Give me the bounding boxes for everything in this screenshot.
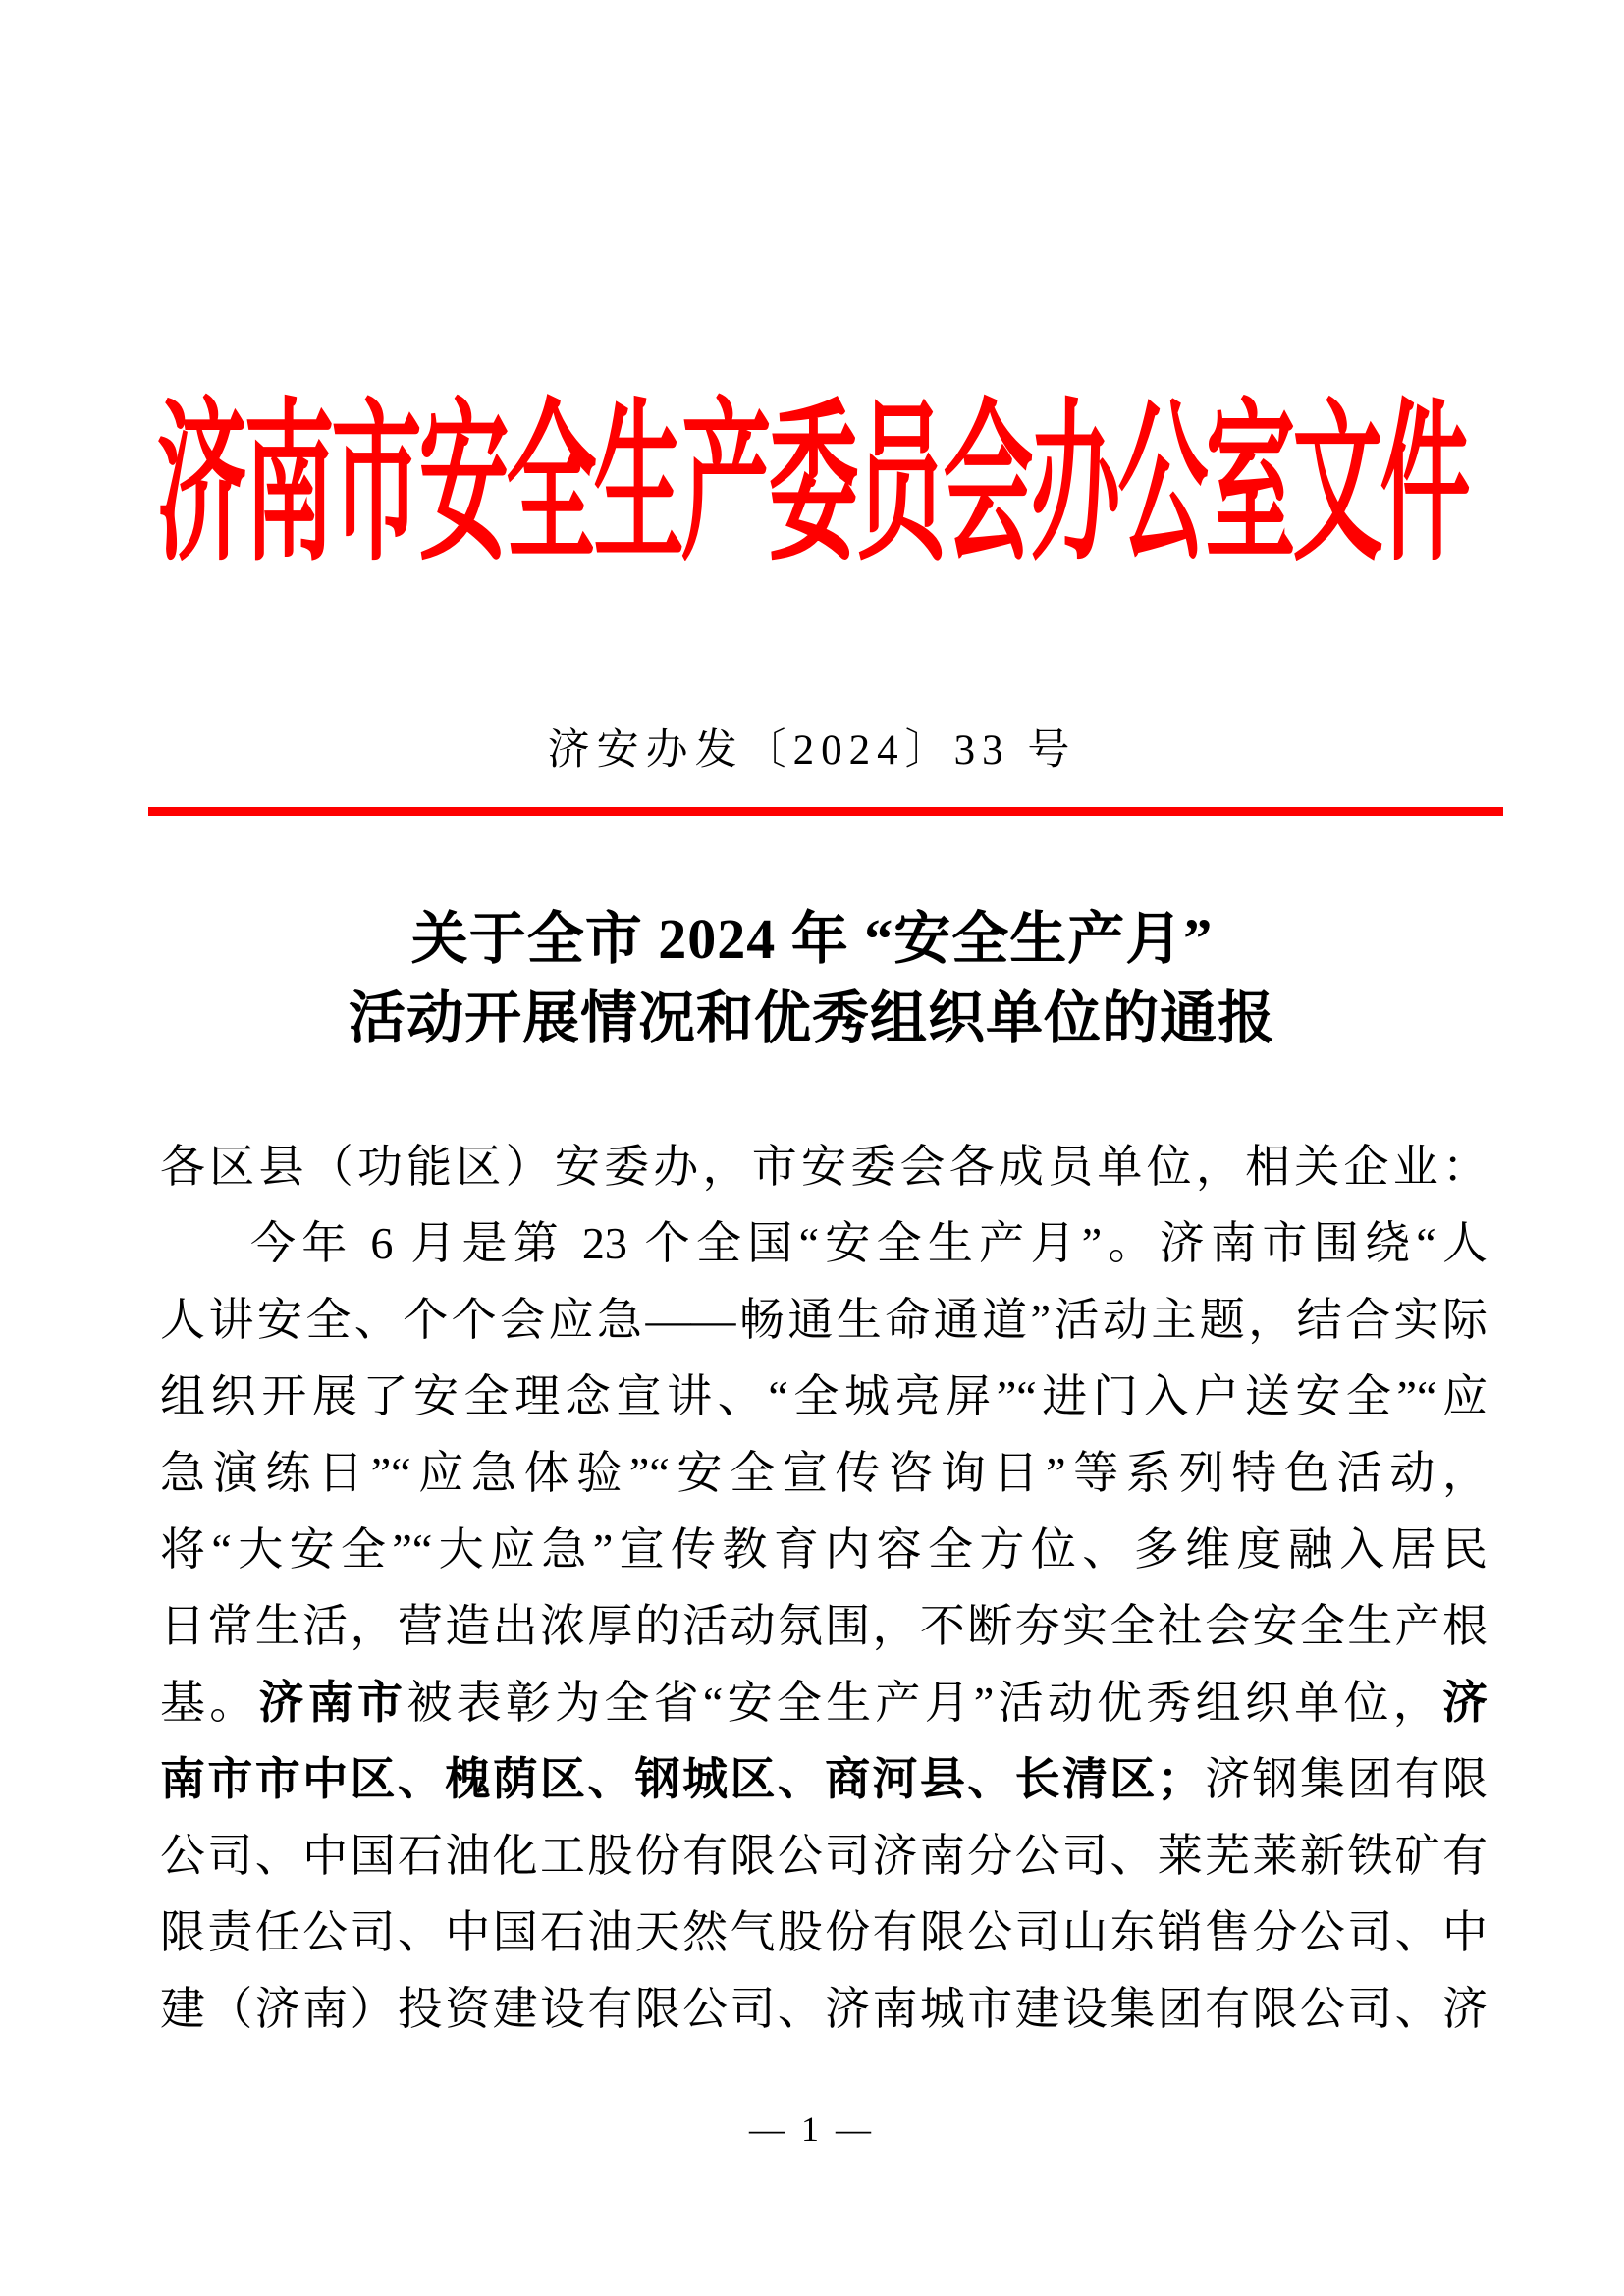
salutation-line: 各区县（功能区）安委办，市安委会各成员单位，相关企业： — [160, 1142, 1488, 1192]
body-line — [160, 1435, 1488, 1512]
body-text-segment: 人讲安全、个个会应急——畅通生命通道”活动主题，结合实际 — [160, 1295, 1488, 1345]
body-text-bold-segment: 济 — [1442, 1678, 1488, 1728]
body-line — [160, 1588, 1488, 1665]
body-line — [160, 1971, 1488, 2048]
body-text-segment: 将“大安全”“大应急”宣传教育内容全方位、多维度融入居民 — [160, 1524, 1488, 1575]
document-body — [160, 1129, 1488, 2048]
body-text-segment: 限责任公司、中国石油天然气股份有限公司山东销售分公司、中 — [160, 1907, 1488, 1957]
body-text-segment: 日常生活，营造出浓厚的活动氛围，不断夯实全社会安全生产根 — [160, 1601, 1488, 1651]
body-line — [160, 1205, 1488, 1282]
body-line — [160, 1282, 1488, 1359]
body-line — [160, 1741, 1488, 1818]
body-text-segment: 建（济南）投资建设有限公司、济南城市建设集团有限公司、济 — [160, 1984, 1488, 2034]
body-text-segment: 被表彰为全省“安全生产月”活动优秀组织单位， — [406, 1678, 1442, 1728]
red-separator-line — [148, 807, 1503, 816]
body-line — [160, 1512, 1488, 1588]
body-line — [160, 1359, 1488, 1435]
body-text-segment: 济钢集团有限 — [1202, 1754, 1489, 1804]
body-text-segment: 组织开展了安全理念宣讲、“全城亮屏”“进门入户送安全”“应 — [160, 1371, 1488, 1421]
body-text-segment: 公司、中国石油化工股份有限公司济南分公司、莱芜莱新铁矿有 — [160, 1831, 1488, 1881]
body-text-segment: 急演练日”“应急体验”“安全宣传咨询日”等系列特色活动， — [160, 1448, 1488, 1498]
letterhead-title: 济南市安全生产委员会办公室文件 — [156, 389, 1468, 581]
document-title-line-1: 关于全市 2024 年 “安全生产月” — [410, 907, 1214, 971]
document-title-line-2: 活动开展情况和优秀组织单位的通报 — [348, 987, 1275, 1050]
body-text-segment: 今年 6 月是第 23 个全国“安全生产月”。济南市围绕“人 — [250, 1218, 1488, 1268]
body-paragraph — [160, 1205, 1488, 2048]
body-line — [160, 1818, 1488, 1895]
page-number: — 1 — — [749, 2109, 875, 2149]
body-text-bold-segment: 济南市 — [258, 1678, 407, 1728]
document-number: 济安办发〔2024〕33 号 — [547, 727, 1077, 774]
body-line — [160, 1895, 1488, 1971]
body-text-segment: 基。 — [160, 1678, 259, 1728]
document-title — [0, 899, 1624, 1058]
body-text-bold-segment: 南市市中区、槐荫区、钢城区、商河县、长清区； — [160, 1754, 1203, 1804]
body-line — [160, 1665, 1488, 1741]
